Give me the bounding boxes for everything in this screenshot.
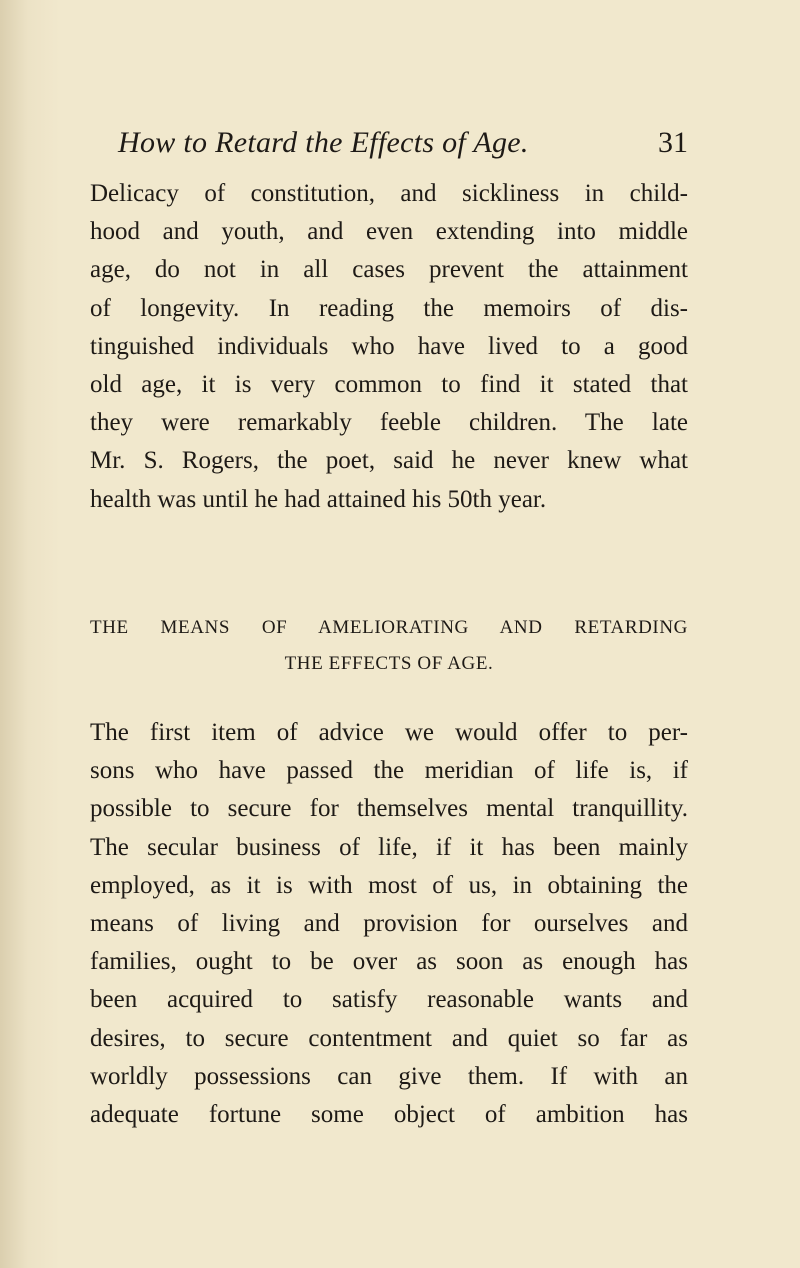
page-number: 31 xyxy=(658,126,688,159)
text-line: Delicacy of constitution, and sickliness in child- xyxy=(90,180,688,207)
text-line: Mr. S. Rogers, the poet, said he never knew what xyxy=(90,447,688,475)
paragraph-advice xyxy=(90,714,688,1134)
section-heading xyxy=(90,610,688,682)
text-line: been acquired to satisfy reasonable wants and xyxy=(90,986,688,1014)
text-line: age, do not in all cases prevent the attainment xyxy=(90,256,688,284)
text-line: old age, it is very common to find it stated that xyxy=(90,371,688,399)
text-line: of longevity. In reading the memoirs of dis- xyxy=(90,294,688,322)
text-line: means of living and provision for ourselves and xyxy=(90,910,688,938)
text-line: employed, as it is with most of us, in obtaining the xyxy=(90,871,688,899)
text-line: health was until he had attained his 50th year. xyxy=(90,485,547,513)
section-heading-line: THE EFFECTS OF AGE. xyxy=(284,653,494,674)
text-line: they were remarkably feeble children. The late xyxy=(90,409,688,437)
text-line: The secular business of life, if it has been mainly xyxy=(90,833,688,861)
text-line: families, ought to be over as soon as enough has xyxy=(90,948,688,976)
text-line: hood and youth, and even extending into middle xyxy=(90,218,688,246)
text-line: tinguished individuals who have lived to a good xyxy=(90,332,688,360)
text-line: desires, to secure contentment and quiet so far as xyxy=(90,1024,688,1052)
text-line: sons who have passed the meridian of life is, if xyxy=(90,757,688,785)
section-heading-line: THE MEANS OF AMELIORATING AND RETARDING xyxy=(90,617,688,638)
running-head xyxy=(118,126,688,166)
paragraph-delicacy xyxy=(90,175,688,519)
text-line: worldly possessions can give them. If with an xyxy=(90,1062,688,1090)
text-line: adequate fortune some object of ambition has xyxy=(90,1101,688,1129)
text-line: possible to secure for themselves mental tranquillity. xyxy=(90,795,688,823)
text-line: The first item of advice we would offer to per- xyxy=(90,719,688,746)
running-title: How to Retard the Effects of Age. xyxy=(118,126,529,159)
